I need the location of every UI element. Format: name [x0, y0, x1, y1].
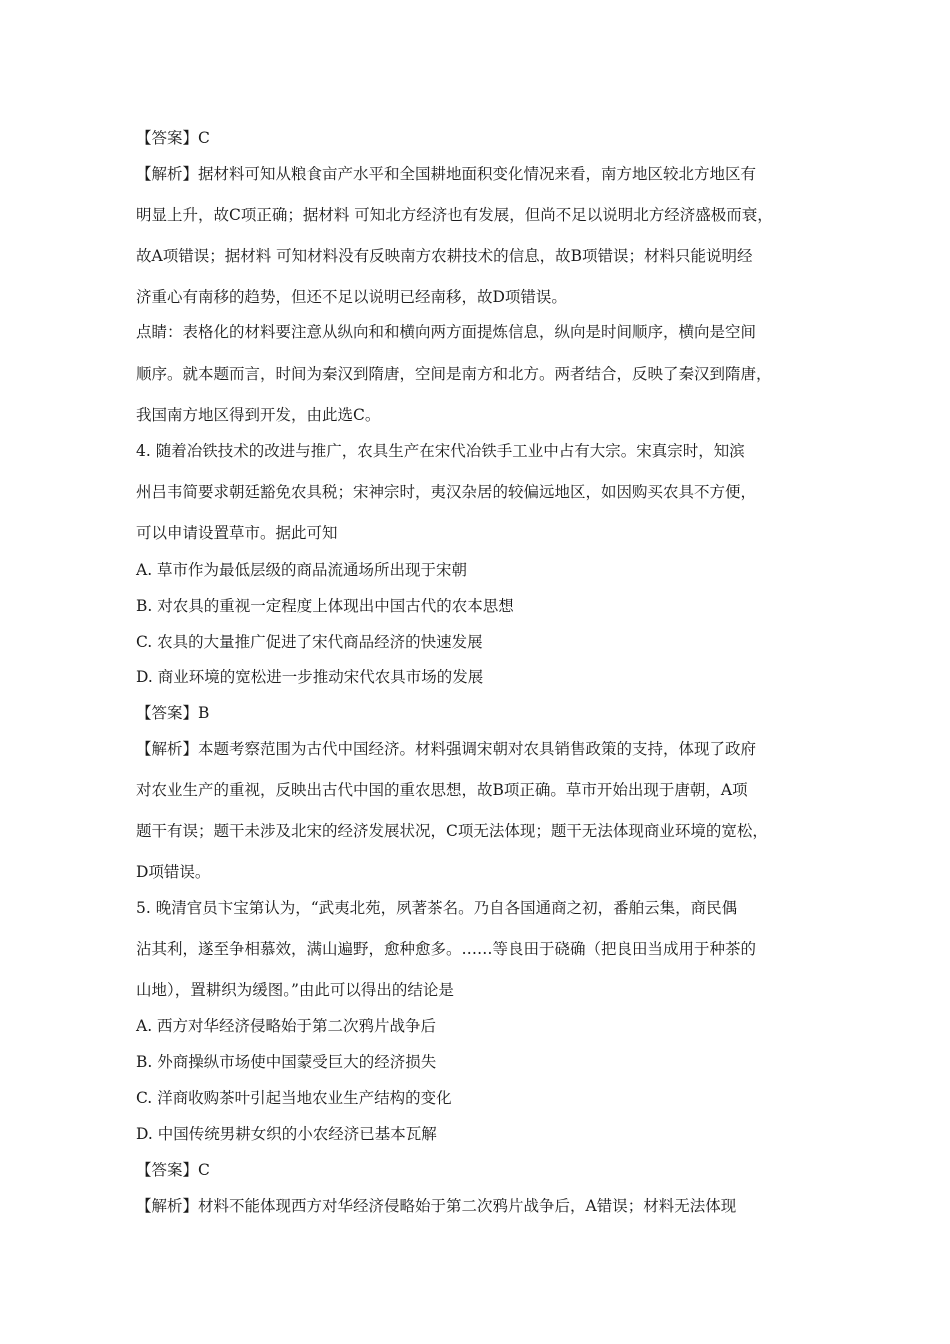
q4-option-d: D. 商业环境的宽松进一步推动宋代农具市场的发展	[136, 668, 484, 686]
q4-stem-line-3: 可以申请设置草市。据此可知	[136, 524, 338, 542]
q5-stem-line-3: 山地），置耕织为缓图。”由此可以得出的结论是	[136, 981, 454, 999]
q3-analysis-line-4: 济重心有南移的趋势，但还不足以说明已经南移，故D项错误。	[136, 288, 567, 306]
q4-option-a: A. 草市作为最低层级的商品流通场所出现于宋朝	[136, 561, 468, 579]
q5-stem-line-1: 5. 晚清官员卞宝第认为，“武夷北苑，夙著茶名。乃自各国通商之初，番舶云集，商民偶	[136, 899, 738, 917]
q3-tip-line-2: 顺序。就本题而言，时间为秦汉到隋唐，空间是南方和北方。两者结合，反映了秦汉到隋唐，	[136, 365, 772, 383]
q4-option-b: B. 对农具的重视一定程度上体现出中国古代的农本思想	[136, 597, 514, 615]
q5-option-c: C. 洋商收购茶叶引起当地农业生产结构的变化	[136, 1089, 452, 1107]
q3-answer: 【答案】C	[136, 129, 210, 147]
q4-answer: 【答案】B	[136, 704, 210, 722]
q5-option-b: B. 外商操纵市场使中国蒙受巨大的经济损失	[136, 1053, 437, 1071]
q5-analysis-line-1: 【解析】材料不能体现西方对华经济侵略始于第二次鸦片战争后，A错误；材料无法体现	[136, 1197, 737, 1215]
q5-option-a: A. 西方对华经济侵略始于第二次鸦片战争后	[136, 1017, 437, 1035]
q4-option-c: C. 农具的大量推广促进了宋代商品经济的快速发展	[136, 633, 483, 651]
q5-answer: 【答案】C	[136, 1161, 210, 1179]
q3-tip-line-3: 我国南方地区得到开发，由此选C。	[136, 406, 381, 424]
q3-analysis-line-2: 明显上升，故C项正确；据材料 可知北方经济也有发展，但尚不足以说明北方经济盛极而衰，	[136, 206, 773, 224]
q3-tip-line-1: 点睛：表格化的材料要注意从纵向和和横向两方面提炼信息，纵向是时间顺序，横向是空间	[136, 323, 757, 341]
q4-analysis-line-1: 【解析】本题考察范围为古代中国经济。材料强调宋朝对农具销售政策的支持，体现了政府	[136, 740, 757, 758]
q4-analysis-line-2: 对农业生产的重视，反映出古代中国的重农思想，故B项正确。草市开始出现于唐朝，A项	[136, 781, 748, 799]
q4-stem-line-1: 4. 随着冶铁技术的改进与推广，农具生产在宋代冶铁手工业中占有大宗。宋真宗时，知滨	[136, 442, 745, 460]
q3-analysis-line-3: 故A项错误；据材料 可知材料没有反映南方农耕技术的信息，故B项错误；材料只能说明经	[136, 247, 753, 265]
q5-option-d: D. 中国传统男耕女织的小农经济已基本瓦解	[136, 1125, 437, 1143]
q4-analysis-line-3: 题干有误；题干未涉及北宋的经济发展状况，C项无法体现；题干无法体现商业环境的宽松，	[136, 822, 768, 840]
q5-stem-line-2: 沾其利，遂至争相慕效，满山遍野，愈种愈多。……等良田于硗确（把良田当成用于种茶的	[136, 940, 757, 958]
q3-analysis-line-1: 【解析】据材料可知从粮食亩产水平和全国耕地面积变化情况来看，南方地区较北方地区有	[136, 165, 757, 183]
q4-stem-line-2: 州吕韦简要求朝廷豁免农具税；宋神宗时，夷汉杂居的较偏远地区，如因购买农具不方便，	[136, 483, 757, 501]
q4-analysis-line-4: D项错误。	[136, 863, 211, 881]
